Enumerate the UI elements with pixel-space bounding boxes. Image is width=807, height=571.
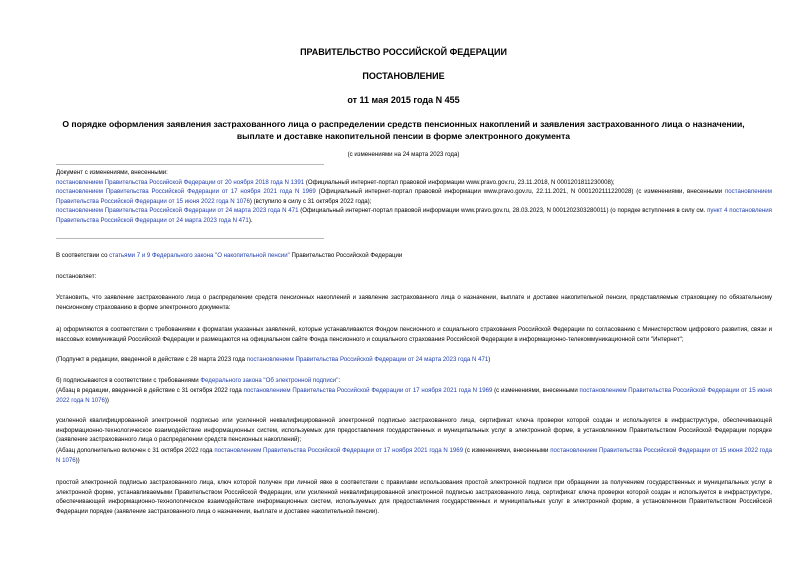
- qualified-note-link[interactable]: постановлением Правительства Российской Федерации от 17 ноября 2021 года N 1969: [214, 447, 464, 454]
- qualified-signature-note: (Абзац дополнительно включен с 31 октября 2022 года постановлением Правительства Российской Федерации от 17 ноября 2021 года N 1969 (с изменениями, внесенными постановлением Правительства Российской Федерации от 15 июня 2022 года N 1076)): [56, 447, 773, 464]
- e-signature-law-link[interactable]: Федерального закона "Об электронной подписи": [200, 377, 339, 384]
- qualified-note-amend-link[interactable]: постановлением Правительства Российской Федерации от 15 июня 2022 года N 1076: [56, 447, 773, 464]
- subpoint-b: б) подписываются в соответствии с требованиями Федерального закона "Об электронной подписи":: [56, 377, 341, 384]
- subpoint-b-note: (Абзац в редакции, введенной в действие с 31 октября 2022 года постановлением Правительства Российской Федерации от 17 ноября 2021 года N 1969 (с изменениями, внесенными постановлением Правительства Российской Федерации от 15 июня 2022 года N 1076)): [56, 387, 772, 404]
- change-1-link[interactable]: постановлением Правительства Российской Федерации от 20 ноября 2018 года N 1391: [56, 178, 305, 186]
- document-title: [40, 118, 767, 142]
- title-line-2: выплате и доставке накопительной пенсии в форме электронного документа: [236, 131, 571, 141]
- change-item-3: постановлением Правительства Российской Федерации от 24 марта 2023 года N 471 (Официальный интернет-портал правовой информации www.pravo.gov.ru, 28.03.2023, N 0001202303280011) (о порядке вступления в силу см. пункт 4 постановления Правительства Российской Федерации от 24 марта 2023 года N 471).: [56, 207, 772, 224]
- change-2-link[interactable]: постановлением Правительства Российской Федерации от 17 ноября 2021 года N 1969: [56, 188, 316, 196]
- subpoint-a-note: (Подпункт в редакции, введенной в действие с 28 марта 2023 года постановлением Правительства Российской Федерации от 24 марта 2023 года N 471): [56, 356, 491, 363]
- changes-intro: Документ с изменениями, внесенными:: [56, 169, 168, 176]
- change-3-point-link[interactable]: пункт 4 постановления Правительства Российской Федерации от 24 марта 2023 года N 471: [56, 207, 772, 224]
- subpoint-a: а) оформляются в соответствии с требованиями к форматам указанных заявлений, которые устанавливаются Фондом пенсионного и социального страхования Российской Федерации по согласованию с Министерством цифрового развития, связи и массовых коммуникаций Российской Федерации и размещаются на официальном сайте Фонда пенсионного и социального страхования Российской Федерации в информационно-телекоммуникационной сети "Интернет";: [56, 326, 772, 343]
- title-line-1: О порядке оформления заявления застрахованного лица о распределении средств пенсионных накоплений и заявления застрахованного лица о назначении,: [62, 119, 745, 129]
- edition-note: (с изменениями на 24 марта 2023 года): [347, 151, 460, 158]
- law-articles-link[interactable]: статьями 7 и 9 Федерального закона "О накопительной пенсии": [109, 252, 290, 259]
- government-heading: ПРАВИТЕЛЬСТВО РОССИЙСКОЙ ФЕДЕРАЦИИ: [300, 47, 507, 57]
- divider-bottom: [56, 238, 324, 239]
- document-date: от 11 мая 2015 года N 455: [347, 95, 460, 105]
- subpoint-a-note-link[interactable]: постановлением Правительства Российской Федерации от 24 марта 2023 года N 471: [246, 356, 489, 363]
- qualified-signature-paragraph: усиленной квалифицированной электронной подписью или усиленной неквалифицированной электронной подписью застрахованного лица, сертификат ключа проверки которой создан и используется в инфраструктуре, обеспечивающей информационно-технологическое взаимодействие информационных систем, используемых для предоставления государственных и муниципальных услуг в электронной форме, в установленном Правительством Российской Федерации порядке (заявление застрахованного лица о распределении средств пенсионных накоплений);: [56, 417, 772, 444]
- document-type: ПОСТАНОВЛЕНИЕ: [362, 71, 445, 81]
- resolves: постановляет:: [56, 273, 97, 280]
- main-paragraph: Установить, что заявление застрахованного лица о распределении средств пенсионных накоплений и заявление застрахованного лица о назначении, выплате и доставке накопительной пенсии, представляемые страховщику по обязательному пенсионному страхованию в форме электронного документа:: [56, 294, 772, 311]
- subpoint-b-note-amend-link[interactable]: постановлением Правительства Российской Федерации от 15 июня 2022 года N 1076: [56, 387, 772, 404]
- change-3-link[interactable]: постановлением Правительства Российской Федерации от 24 марта 2023 года N 471: [56, 207, 299, 215]
- preamble: В соответствии со статьями 7 и 9 Федерального закона "О накопительной пенсии" Правительство Российской Федерации: [56, 252, 403, 259]
- divider-top: [56, 164, 324, 165]
- change-2-amend-link[interactable]: постановлением Правительства Российской Федерации от 15 июня 2022 года N 1076: [56, 188, 772, 205]
- subpoint-b-note-link[interactable]: постановлением Правительства Российской Федерации от 17 ноября 2021 года N 1969: [243, 387, 493, 394]
- change-item-2: постановлением Правительства Российской Федерации от 17 ноября 2021 года N 1969 (Официальный интернет-портал правовой информации www.pravo.gov.ru, 22.11.2021, N 0001202111220028) (с изменениями, внесенными постановлением Правительства Российской Федерации от 15 июня 2022 года N 1076) (вступило в силу с 31 октября 2022 года);: [56, 188, 772, 205]
- simple-signature-paragraph: простой электронной подписью застрахованного лица, ключ которой получен при личной явке в соответствии с правилами использования простой электронной подписи при обращении за получением государственных и муниципальных услуг в электронной форме, устанавливаемыми Правительством Российской Федерации, или усиленной неквалифицированной электронной подписью застрахованного лица, сертификат ключа проверки которой создан и используется в инфраструктуре, обеспечивающей информационно-технологическое взаимодействие информационных систем, используемых для предоставления государственных и муниципальных услуг в электронной форме, в установленном Правительством Российской Федерации порядке (заявление застрахованного лица о назначении, выплате и доставке накопительной пенсии).: [56, 479, 772, 515]
- changes-block: [56, 168, 772, 226]
- change-item-1: постановлением Правительства Российской Федерации от 20 ноября 2018 года N 1391 (Официальный интернет-портал правовой информации www.pravo.gov.ru, 23.11.2018, N 0001201811230008);: [56, 178, 615, 186]
